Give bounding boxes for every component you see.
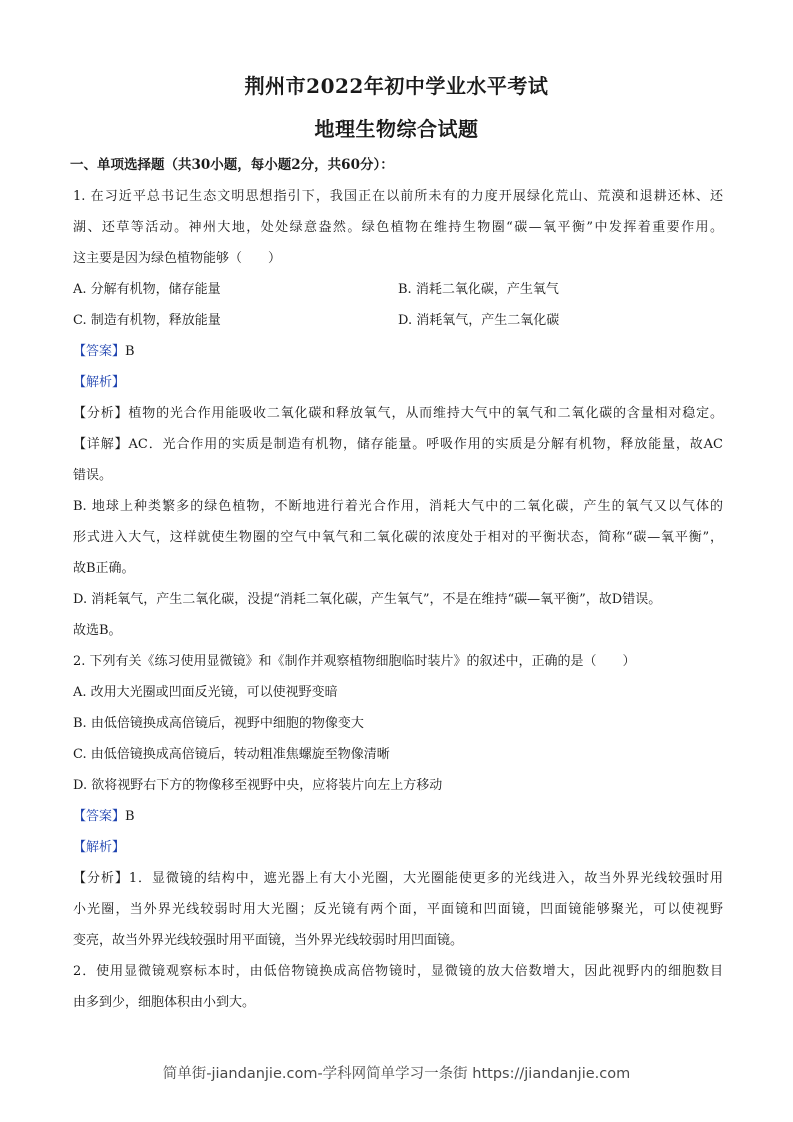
question-2-fenxi-line-2: 小光圈，当外界光线较弱时用大光圈；反光镜有两个面，平面镜和凹面镜，凹面镜能够聚光，可以使视野 — [73, 902, 723, 917]
page-footer — [0, 1062, 793, 1083]
question-2-answer — [73, 801, 723, 832]
exam-subtitle: 地理生物综合试题 — [314, 117, 479, 141]
question-2-fenxi-line-3: 变亮，故当外界光线较强时用平面镜，当外界光线较弱时用凹面镜。 — [73, 933, 464, 948]
question-1-option-d: D. 消耗氧气，产生二氧化碳 — [398, 313, 560, 328]
question-1-conclusion: 故选B。 — [73, 623, 122, 638]
question-2-option-a: A. 改用大光圈或凹面反光镜，可以使视野变暗 — [73, 685, 338, 700]
question-1-fenxi — [73, 398, 723, 429]
question-1-option-b-explain-1: B. 地球上种类繁多的绿色植物，不断地进行着光合作用，消耗大气中的二氧化碳，产生的氧气又以气体的 — [73, 499, 723, 514]
exam-title: 荆州市2022年初中学业水平考试 — [244, 74, 549, 98]
question-1-option-b-explain-3: 故B正确。 — [73, 561, 135, 576]
question-1-stem-line-1: 1. 在习近平总书记生态文明思想指引下，我国正在以前所未有的力度开展绿化荒山、荒漠和退耕还林、还 — [73, 189, 723, 204]
question-2-stem: 2. 下列有关《练习使用显微镜》和《制作并观察植物细胞临时装片》的叙述中，正确的是（ ） — [73, 654, 636, 669]
question-1-option-a: A. 分解有机物，储存能量 — [73, 282, 221, 297]
answer-value: B — [125, 809, 135, 824]
fenxi-tag: 【分析】 — [73, 406, 129, 421]
answer-tag: 【答案】 — [73, 809, 126, 824]
question-1-option-b-explain-2: 形式进入大气，这样就使生物圈的空气中氧气和二氧化碳的浓度处于相对的平衡状态，简称“碳—氧平衡”， — [73, 530, 723, 545]
question-1-xiangjie-line-2: 错误。 — [73, 468, 113, 483]
question-1-options-row-2 — [73, 305, 723, 336]
answer-value: B — [125, 344, 135, 359]
answer-tag: 【答案】 — [73, 344, 126, 359]
footer-link[interactable]: 简单街-jiandanjie.com-学科网简单学习一条街 https://jiandanjie.com — [162, 1066, 631, 1082]
section-title: 一、单项选择题（共30小题，每小题2分，共60分）： — [70, 157, 394, 173]
fenxi-text: 1．显微镜的结构中，遮光器上有大小光圈，大光圈能使更多的光线进入，故当外界光线较强时用 — [128, 871, 723, 886]
question-2-fenxi-line-1 — [73, 863, 723, 894]
question-1-option-b: B. 消耗二氧化碳，产生氧气 — [398, 282, 559, 297]
question-2-point-2-line-1: 2．使用显微镜观察标本时，由低倍物镜换成高倍物镜时，显微镜的放大倍数增大，因此视野内的细胞数目 — [73, 964, 723, 979]
analysis-tag: 【解析】 — [73, 840, 126, 855]
xiangjie-tag: 【详解】 — [73, 437, 129, 452]
question-1 — [73, 181, 723, 646]
question-2-analysis-heading — [73, 832, 723, 863]
document-body — [70, 150, 723, 1018]
question-1-answer — [73, 336, 723, 367]
xiangjie-text: AC．光合作用的实质是制造有机物，储存能量。呼吸作用的实质是分解有机物，释放能量，故AC — [128, 437, 723, 452]
fenxi-tag: 【分析】 — [73, 871, 129, 886]
question-2-option-c: C. 由低倍镜换成高倍镜后，转动粗准焦螺旋至物像清晰 — [73, 747, 390, 762]
question-1-option-d-explain: D. 消耗氧气，产生二氧化碳，没提“消耗二氧化碳，产生氧气”，不是在维持“碳—氧平衡”，故D错误。 — [73, 592, 662, 607]
question-2-option-d: D. 欲将视野右下方的物像移至视野中央，应将装片向左上方移动 — [73, 778, 443, 793]
question-2-option-b: B. 由低倍镜换成高倍镜后，视野中细胞的物像变大 — [73, 716, 364, 731]
question-1-options-row-1 — [73, 274, 723, 305]
analysis-tag: 【解析】 — [73, 375, 126, 390]
question-1-option-c: C. 制造有机物，释放能量 — [73, 313, 221, 328]
question-1-analysis-heading — [73, 367, 723, 398]
question-1-stem-line-2: 湖、还草等活动。神州大地，处处绿意盎然。绿色植物在维持生物圈“碳—氧平衡”中发挥着重要作用。 — [73, 220, 723, 235]
question-2-point-2-line-2: 由多到少，细胞体积由小到大。 — [73, 995, 256, 1010]
question-1-xiangjie — [73, 429, 723, 460]
question-2 — [73, 646, 723, 1018]
question-1-stem-line-3: 这主要是因为绿色植物能够（ ） — [73, 251, 282, 266]
fenxi-text: 植物的光合作用能吸收二氧化碳和释放氧气，从而维持大气中的氧气和二氧化碳的含量相对稳定。 — [128, 406, 723, 421]
